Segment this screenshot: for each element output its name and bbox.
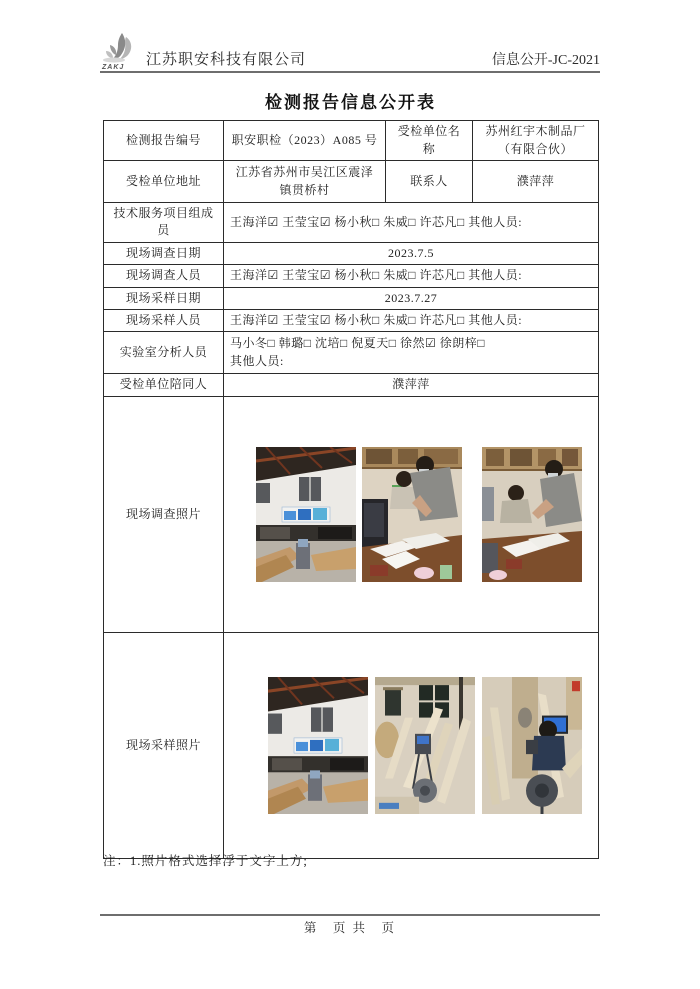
photo-workshop-monitor-worker [482,677,582,814]
escort-label: 受检单位陪同人 [104,374,224,396]
table-row [104,632,599,858]
survey-date-label: 现场调查日期 [104,242,224,264]
sample-photos-cell [224,632,599,858]
footnote: 注：1.照片格式选择浮于文字上方; [103,854,308,868]
lab-staff-line1: 马小冬□ 韩璐□ 沈培□ 倪夏天□ 徐然☑ 徐朗梓□ [230,336,485,351]
report-no-value: 职安职检（2023）A085 号 [224,121,386,161]
table-row [104,309,599,331]
table-row [104,161,599,203]
page-number-text: 第 页 共 页 [303,921,397,935]
table-row [104,265,599,287]
survey-date-value: 2023.7.5 [224,242,599,264]
photo-factory-exterior [268,677,368,814]
escort-value: 濮萍萍 [224,374,599,396]
survey-photos-cell [224,396,599,632]
sample-date-label: 现场采样日期 [104,287,224,309]
survey-staff-label: 现场调查人员 [104,265,224,287]
page-header [100,26,600,73]
lab-staff-checkboxes [224,332,599,374]
disclosure-form-table [103,120,599,859]
lab-staff-line2: 其他人员: [230,353,284,368]
table-row [104,287,599,309]
photo-workshop-sampling-device [375,677,475,814]
table-row [104,332,599,374]
photo-desk-review-2 [482,447,582,582]
company-logo-icon [100,31,142,71]
photo-desk-review-1 [362,447,462,582]
table-row [104,396,599,632]
survey-photo-strip [230,447,592,582]
sample-photos-label: 现场采样照片 [104,632,224,858]
survey-staff-checkboxes: 王海洋☑ 王莹宝☑ 杨小秋□ 朱威□ 许芯凡□ 其他人员: [224,265,599,287]
team-label: 技术服务项目组成员 [104,203,224,243]
contact-value: 濮萍萍 [473,161,599,203]
table-row [104,203,599,243]
table-row [104,374,599,396]
sample-staff-checkboxes: 王海洋☑ 王莹宝☑ 杨小秋□ 朱威□ 许芯凡□ 其他人员: [224,309,599,331]
unit-addr-value: 江苏省苏州市吴江区震泽镇贯桥村 [224,161,386,203]
doc-code: 信息公开-JC-2021 [491,53,600,68]
unit-name-label: 受检单位名称 [386,121,473,161]
sample-date-value: 2023.7.27 [224,287,599,309]
footer-divider [100,914,600,916]
table-row [104,121,599,161]
contact-label: 联系人 [386,161,473,203]
report-no-label: 检测报告编号 [104,121,224,161]
lab-staff-label: 实验室分析人员 [104,332,224,374]
unit-addr-label: 受检单位地址 [104,161,224,203]
table-row [104,242,599,264]
company-name: 江苏职安科技有限公司 [146,52,307,68]
sample-staff-label: 现场采样人员 [104,309,224,331]
logo-text: ZAKJ [102,64,125,71]
survey-photos-label: 现场调查照片 [104,396,224,632]
unit-name-value: 苏州红宇木制品厂（有限合伙） [473,121,599,161]
brand [100,31,306,71]
photo-factory-exterior [256,447,356,582]
sample-photo-strip [230,677,592,814]
page-title: 检测报告信息公开表 [265,93,436,112]
team-checkboxes: 王海洋☑ 王莹宝☑ 杨小秋□ 朱威□ 许芯凡□ 其他人员: [224,203,599,243]
